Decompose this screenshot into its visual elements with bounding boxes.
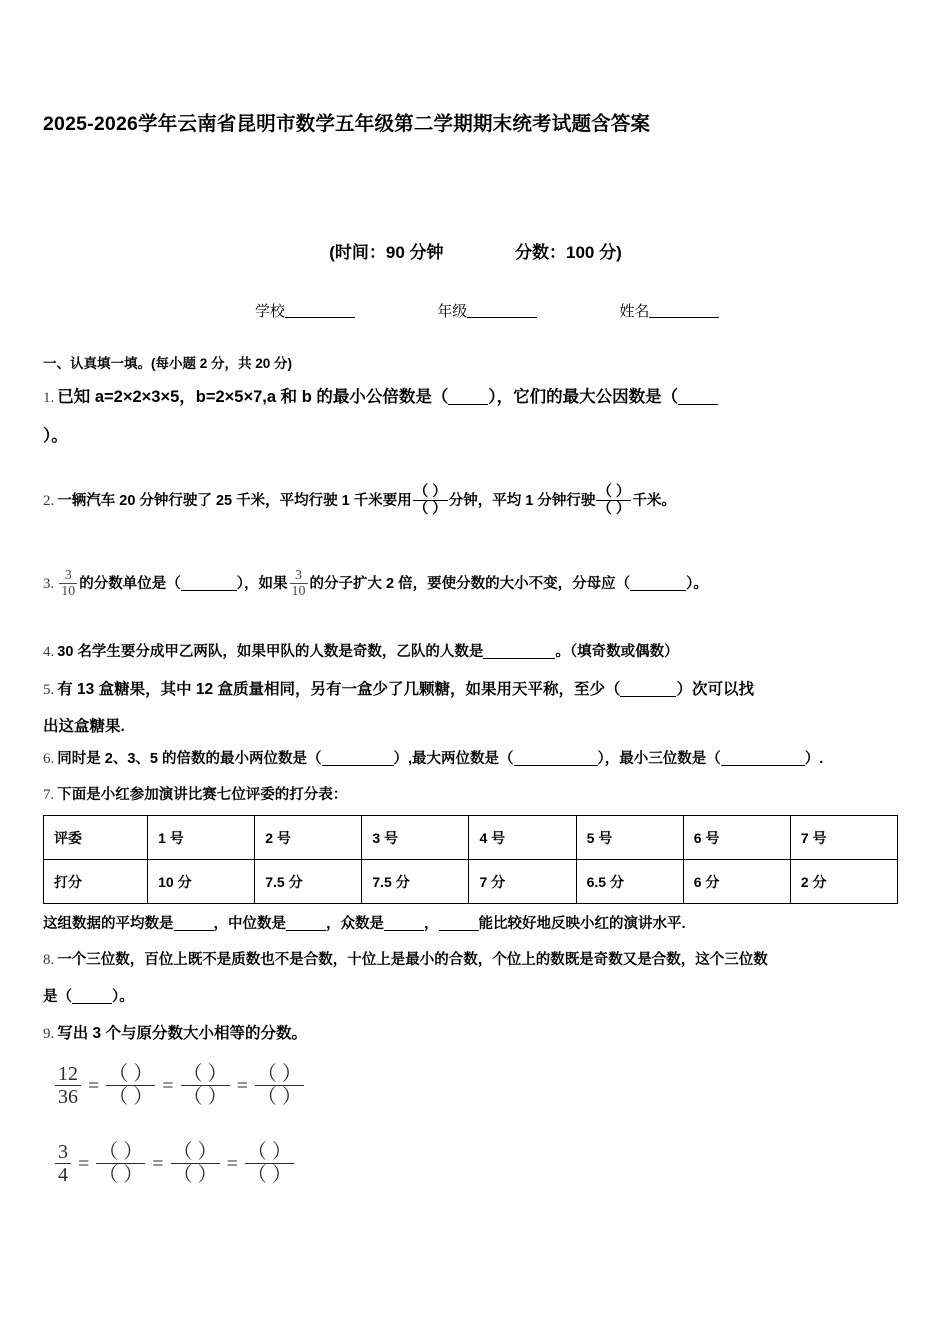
fraction-equation-1-denominator: 36 bbox=[55, 1085, 81, 1108]
fraction-equation-1-numerator: 12 bbox=[58, 1063, 78, 1085]
question-2-fraction-1-denominator: （ ） bbox=[413, 501, 447, 518]
question-8-part3: ）。 bbox=[112, 989, 134, 1005]
table-cell-score-7: 2 分 bbox=[790, 860, 897, 904]
fraction-equation-2-blank-1-numerator: （ ） bbox=[98, 1141, 144, 1163]
fraction-equation-1-equals-1: = bbox=[88, 1075, 100, 1098]
question-6-part4: ）. bbox=[804, 751, 824, 767]
fraction-equation-2-blank-2-numerator: （ ） bbox=[172, 1141, 218, 1163]
fraction-equation-2-blank-3[interactable] bbox=[245, 1141, 294, 1187]
question-1-part1: 已知 a=2×2×3×5，b=2×5×7,a 和 b 的最小公倍数是（ bbox=[57, 388, 449, 406]
exam-meta-line bbox=[43, 238, 908, 263]
fraction-equation-2-blank-1-denominator: （ ） bbox=[98, 1164, 144, 1187]
exam-score: 分数：100 分) bbox=[515, 243, 622, 262]
question-8-part2: 是（ bbox=[43, 989, 72, 1005]
question-6-part2: ）,最大两位数是（ bbox=[393, 751, 514, 767]
table-cell-score-6: 6 分 bbox=[683, 860, 790, 904]
fraction-equation-1-blank-1-denominator: （ ） bbox=[108, 1086, 154, 1109]
question-8-part1: 一个三位数，百位上既不是质数也不是合数，十位上是最小的合数，个位上的数既是奇数又是合数，这个三位数 bbox=[57, 952, 768, 968]
question-1-cont bbox=[43, 424, 911, 450]
table-cell-score-5: 6.5 分 bbox=[576, 860, 683, 904]
question-2-part2: 分钟，平均 1 分钟行驶 bbox=[448, 493, 596, 510]
fraction-equation-2-blank-3-denominator: （ ） bbox=[246, 1164, 292, 1187]
question-4-text bbox=[57, 644, 678, 660]
exam-time: (时间：90 分钟 bbox=[329, 243, 444, 262]
question-3-fraction-2 bbox=[290, 568, 308, 599]
identity-line bbox=[255, 300, 915, 321]
question-1-number: 1. bbox=[43, 390, 55, 406]
question-2-part1: 一辆汽车 20 分钟行驶了 25 千米，平均行驶 1 千米要用 bbox=[57, 493, 412, 510]
table-cell-score-3: 7.5 分 bbox=[362, 860, 469, 904]
table-followup-blank-1[interactable] bbox=[174, 917, 214, 931]
fraction-equation-1-blank-1[interactable] bbox=[106, 1063, 155, 1109]
fraction-equation-2 bbox=[55, 1141, 294, 1187]
table-header-judge: 评委 bbox=[44, 816, 148, 860]
table-followup-blank-3[interactable] bbox=[384, 917, 424, 931]
fraction-equation-1-blank-2-numerator: （ ） bbox=[182, 1063, 228, 1085]
question-6 bbox=[43, 747, 911, 771]
table-cell-judge-4: 4 号 bbox=[469, 816, 576, 860]
question-3-fraction-2-numerator: 3 bbox=[295, 568, 302, 583]
question-8-text-cont bbox=[43, 989, 134, 1005]
field-grade bbox=[437, 300, 537, 321]
table-cell-judge-5: 5 号 bbox=[576, 816, 683, 860]
question-6-text bbox=[57, 751, 823, 767]
fraction-equation-1-blank-3[interactable] bbox=[255, 1063, 304, 1109]
question-6-part1: 同时是 2、3、5 的倍数的最小两位数是（ bbox=[57, 751, 322, 767]
table-header-score: 打分 bbox=[44, 860, 148, 904]
question-6-blank-2[interactable] bbox=[514, 752, 598, 766]
question-6-part3: ），最小三位数是（ bbox=[597, 751, 721, 767]
question-3-part4: ）。 bbox=[686, 575, 708, 592]
table-followup-blank-4[interactable] bbox=[439, 917, 479, 931]
fraction-equation-1-blank-1-numerator: （ ） bbox=[108, 1063, 154, 1085]
question-8-cont bbox=[43, 985, 911, 1008]
question-2-number: 2. bbox=[43, 493, 55, 510]
question-8-number: 8. bbox=[43, 952, 55, 968]
field-name-blank[interactable] bbox=[649, 303, 719, 318]
question-9 bbox=[43, 1022, 911, 1046]
question-1 bbox=[43, 385, 911, 411]
table-cell-judge-1: 1 号 bbox=[148, 816, 255, 860]
table-cell-score-4: 7 分 bbox=[469, 860, 576, 904]
question-6-number: 6. bbox=[43, 751, 55, 767]
question-8-blank-1[interactable] bbox=[72, 990, 112, 1004]
table-followup-line bbox=[43, 912, 686, 933]
fraction-equation-2-blank-1[interactable] bbox=[96, 1141, 145, 1187]
question-3-part1: 的分数单位是（ bbox=[79, 575, 181, 592]
question-3 bbox=[43, 568, 911, 599]
fraction-equation-2-equals-1: = bbox=[78, 1153, 90, 1176]
question-8 bbox=[43, 948, 911, 972]
question-5-part3: 出这盒糖果. bbox=[43, 718, 125, 735]
question-4-part1: 30 名学生要分成甲乙两队，如果甲队的人数是奇数，乙队的人数是 bbox=[57, 644, 484, 660]
table-followup-part2: ，中位数是 bbox=[213, 916, 286, 932]
question-2-fraction-1-numerator: （ ） bbox=[413, 484, 447, 500]
question-4-part2: 。（填奇数或偶数） bbox=[555, 644, 679, 660]
fraction-equation-1-blank-2[interactable] bbox=[181, 1063, 230, 1109]
page-title: 2025-2026学年云南省昆明市数学五年级第二学期期末统考试题含答案 bbox=[43, 113, 651, 135]
table-row-judges bbox=[44, 816, 898, 860]
question-1-blank-2[interactable] bbox=[678, 389, 718, 405]
fraction-equation-2-equals-2: = bbox=[152, 1153, 164, 1176]
table-cell-judge-2: 2 号 bbox=[255, 816, 362, 860]
fraction-equation-2-original bbox=[55, 1141, 71, 1187]
question-2-fraction-2[interactable] bbox=[596, 484, 631, 517]
question-5-part1: 有 13 盒糖果，其中 12 盒质量相同，另有一盒少了几颗糖，如果用天平称，至少（ bbox=[57, 681, 621, 698]
question-4-blank-1[interactable] bbox=[483, 645, 555, 659]
question-2-text bbox=[57, 484, 676, 518]
question-3-fraction-2-denominator: 10 bbox=[291, 584, 306, 600]
question-6-blank-3[interactable] bbox=[721, 752, 805, 766]
question-7 bbox=[43, 783, 911, 807]
question-1-text bbox=[57, 388, 718, 406]
fraction-equation-1-blank-3-numerator: （ ） bbox=[256, 1063, 302, 1085]
question-5-text bbox=[57, 681, 754, 698]
field-grade-blank[interactable] bbox=[467, 303, 537, 318]
question-5-blank-1[interactable] bbox=[620, 682, 676, 697]
question-4-number: 4. bbox=[43, 644, 55, 660]
fraction-equation-2-equals-3: = bbox=[226, 1153, 238, 1176]
fraction-equation-1-blank-3-denominator: （ ） bbox=[256, 1086, 302, 1109]
fraction-equation-1-blank-2-denominator: （ ） bbox=[182, 1086, 228, 1109]
table-followup-blank-2[interactable] bbox=[286, 917, 326, 931]
field-school-label: 学校 bbox=[255, 303, 286, 320]
table-followup-part1: 这组数据的平均数是 bbox=[43, 916, 174, 932]
question-1-blank-1[interactable] bbox=[448, 389, 488, 405]
table-cell-score-2: 7.5 分 bbox=[255, 860, 362, 904]
question-3-fraction-1 bbox=[59, 568, 77, 599]
table-cell-judge-6: 6 号 bbox=[683, 816, 790, 860]
fraction-equation-2-denominator: 4 bbox=[55, 1163, 71, 1186]
table-row-scores bbox=[44, 860, 898, 904]
fraction-equation-2-blank-3-numerator: （ ） bbox=[246, 1141, 292, 1163]
question-1-part3: ）。 bbox=[43, 427, 68, 445]
fraction-equation-2-blank-2[interactable] bbox=[171, 1141, 220, 1187]
question-1-part2: ），它们的最大公因数是（ bbox=[488, 388, 679, 406]
question-2-fraction-2-denominator: （ ） bbox=[597, 501, 631, 518]
question-5 bbox=[43, 678, 911, 702]
table-followup-part4: ， bbox=[424, 916, 439, 932]
field-name-label: 姓名 bbox=[619, 303, 650, 320]
question-3-blank-2[interactable] bbox=[630, 576, 686, 590]
question-3-text bbox=[57, 568, 708, 600]
fraction-equation-1 bbox=[55, 1063, 304, 1109]
fraction-equation-1-equals-3: = bbox=[236, 1075, 248, 1098]
question-4 bbox=[43, 640, 911, 664]
field-school-blank[interactable] bbox=[285, 303, 355, 318]
table-cell-judge-7: 7 号 bbox=[790, 816, 897, 860]
question-9-number: 9. bbox=[43, 1026, 55, 1042]
question-3-blank-1[interactable] bbox=[181, 576, 237, 590]
question-2-fraction-1[interactable] bbox=[413, 484, 448, 517]
score-table bbox=[43, 815, 898, 904]
question-3-number: 3. bbox=[43, 575, 55, 592]
fraction-equation-1-original bbox=[55, 1063, 81, 1109]
fraction-equation-2-numerator: 3 bbox=[58, 1141, 68, 1163]
question-9-text: 写出 3 个与原分数大小相等的分数。 bbox=[57, 1025, 307, 1042]
table-cell-score-1: 10 分 bbox=[148, 860, 255, 904]
question-7-number: 7. bbox=[43, 787, 55, 803]
fraction-equation-1-equals-2: = bbox=[162, 1075, 174, 1098]
fraction-equation-2-blank-2-denominator: （ ） bbox=[172, 1164, 218, 1187]
field-grade-label: 年级 bbox=[437, 303, 468, 320]
question-5-part2: ）次可以找 bbox=[676, 681, 754, 698]
section-heading: 一、认真填一填。(每小题 2 分，共 20 分) bbox=[43, 356, 293, 371]
question-2-fraction-2-numerator: （ ） bbox=[597, 484, 631, 500]
question-2-part3: 千米。 bbox=[632, 493, 676, 510]
table-cell-judge-3: 3 号 bbox=[362, 816, 469, 860]
table-followup-part3: ，众数是 bbox=[326, 916, 384, 932]
field-school bbox=[255, 300, 355, 321]
question-5-number: 5. bbox=[43, 682, 55, 698]
question-3-part2: ），如果 bbox=[236, 575, 288, 592]
question-7-text: 下面是小红参加演讲比赛七位评委的打分表： bbox=[57, 787, 348, 803]
question-3-fraction-1-denominator: 10 bbox=[61, 584, 76, 600]
question-2 bbox=[43, 484, 911, 517]
question-6-blank-1[interactable] bbox=[322, 752, 394, 766]
question-3-part3: 的分子扩大 2 倍，要使分数的大小不变，分母应（ bbox=[309, 575, 631, 592]
question-3-fraction-1-numerator: 3 bbox=[64, 568, 72, 583]
question-5-cont bbox=[43, 715, 911, 739]
field-name bbox=[619, 300, 719, 321]
table-followup-part5: 能比较好地反映小红的演讲水平. bbox=[478, 916, 686, 932]
